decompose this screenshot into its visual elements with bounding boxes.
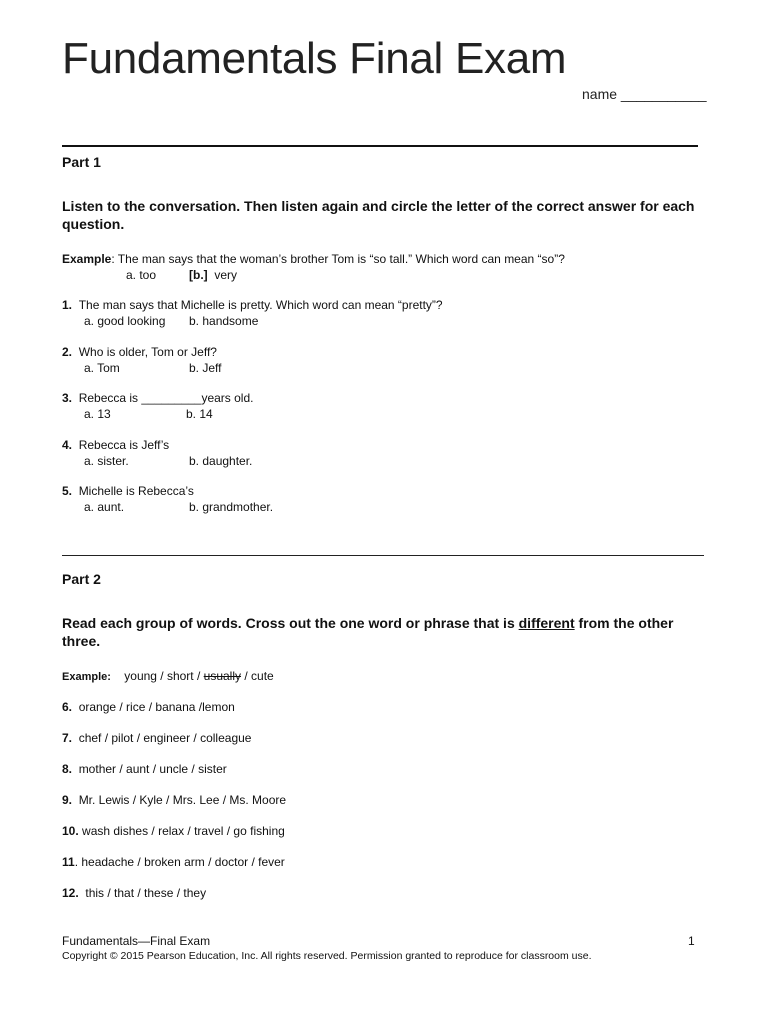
question-2 bbox=[62, 345, 217, 359]
divider-middle bbox=[62, 555, 704, 556]
example-question: : The man says that the woman’s brother Tom is “so tall.” Which word can mean “so”? bbox=[111, 252, 565, 266]
question-number: 5. bbox=[62, 484, 73, 498]
copyright: Copyright © 2015 Pearson Education, Inc. All rights reserved. Permission granted to reproduce for classroom use. bbox=[62, 950, 592, 962]
item-number: 9. bbox=[62, 793, 73, 807]
question-4 bbox=[62, 438, 169, 452]
page-title: Fundamentals Final Exam bbox=[62, 34, 567, 83]
part2-example bbox=[62, 669, 274, 683]
question-text: Michelle is Rebecca’s bbox=[78, 484, 194, 498]
question-text: Who is older, Tom or Jeff? bbox=[78, 345, 217, 359]
page-number: 1 bbox=[688, 934, 695, 948]
item-words: this / that / these / they bbox=[85, 886, 207, 900]
item-words: orange / rice / banana /lemon bbox=[78, 700, 235, 714]
part1-heading: Part 1 bbox=[62, 154, 101, 170]
option-a: a. good looking bbox=[84, 314, 166, 328]
part1-example bbox=[62, 252, 565, 266]
item-11 bbox=[62, 855, 285, 869]
part2-heading: Part 2 bbox=[62, 571, 101, 587]
item-number: 7. bbox=[62, 731, 73, 745]
example-option-b-text: very bbox=[214, 268, 237, 282]
option-b: b. Jeff bbox=[189, 361, 222, 375]
option-a: a. 13 bbox=[84, 407, 111, 421]
item-number: 10. bbox=[62, 824, 79, 838]
item-words: . headache / broken arm / doctor / fever bbox=[74, 855, 285, 869]
option-b: b. daughter. bbox=[189, 454, 253, 468]
footer-title: Fundamentals—Final Exam bbox=[62, 934, 211, 948]
question-5 bbox=[62, 484, 194, 498]
item-number: 11 bbox=[62, 855, 75, 869]
example-option-a: a. too bbox=[126, 268, 157, 282]
item-9 bbox=[62, 793, 286, 807]
example-label: Example bbox=[62, 252, 112, 266]
example-words: young / short / bbox=[124, 669, 204, 683]
option-a: a. aunt. bbox=[84, 500, 125, 514]
divider-top bbox=[62, 145, 698, 147]
item-words: Mr. Lewis / Kyle / Mrs. Lee / Ms. Moore bbox=[78, 793, 287, 807]
item-10 bbox=[62, 824, 285, 838]
item-number: 6. bbox=[62, 700, 73, 714]
item-number: 8. bbox=[62, 762, 73, 776]
instruction-text: Read each group of words. Cross out the one word or phrase that is bbox=[62, 615, 519, 631]
option-b: b. handsome bbox=[189, 314, 259, 328]
question-text: The man says that Michelle is pretty. Which word can mean “pretty”? bbox=[78, 298, 443, 312]
option-b: b. grandmother. bbox=[189, 500, 274, 514]
item-number: 12. bbox=[62, 886, 79, 900]
item-words: wash dishes / relax / travel / go fishing bbox=[82, 824, 285, 838]
example-label: Example: bbox=[62, 671, 111, 683]
question-3 bbox=[62, 391, 253, 405]
item-7 bbox=[62, 731, 251, 745]
question-1 bbox=[62, 298, 443, 312]
item-8 bbox=[62, 762, 227, 776]
example-option-b-letter: [b.] bbox=[189, 268, 208, 282]
question-number: 3. bbox=[62, 391, 73, 405]
example-words-end: / cute bbox=[241, 669, 274, 683]
question-number: 4. bbox=[62, 438, 73, 452]
example-option-b bbox=[189, 268, 237, 282]
part1-instruction: Listen to the conversation. Then listen again and circle the letter of the correct answer for each question. bbox=[62, 198, 695, 232]
crossed-word: usually bbox=[203, 669, 242, 683]
question-text: Rebecca is _________years old. bbox=[78, 391, 254, 405]
part2-instruction bbox=[62, 614, 712, 650]
item-words: mother / aunt / uncle / sister bbox=[78, 762, 227, 776]
option-a: a. Tom bbox=[84, 361, 120, 375]
instruction-underlined: different bbox=[518, 615, 575, 631]
item-words: chef / pilot / engineer / colleague bbox=[78, 731, 252, 745]
question-number: 1. bbox=[62, 298, 73, 312]
question-number: 2. bbox=[62, 345, 73, 359]
instruction-text-end: from the other three. bbox=[62, 615, 674, 649]
name-field: name ___________ bbox=[582, 86, 707, 102]
question-text: Rebecca is Jeff’s bbox=[78, 438, 170, 452]
option-a: a. sister. bbox=[84, 454, 129, 468]
item-6 bbox=[62, 700, 235, 714]
item-12 bbox=[62, 886, 206, 900]
option-b: b. 14 bbox=[186, 407, 213, 421]
